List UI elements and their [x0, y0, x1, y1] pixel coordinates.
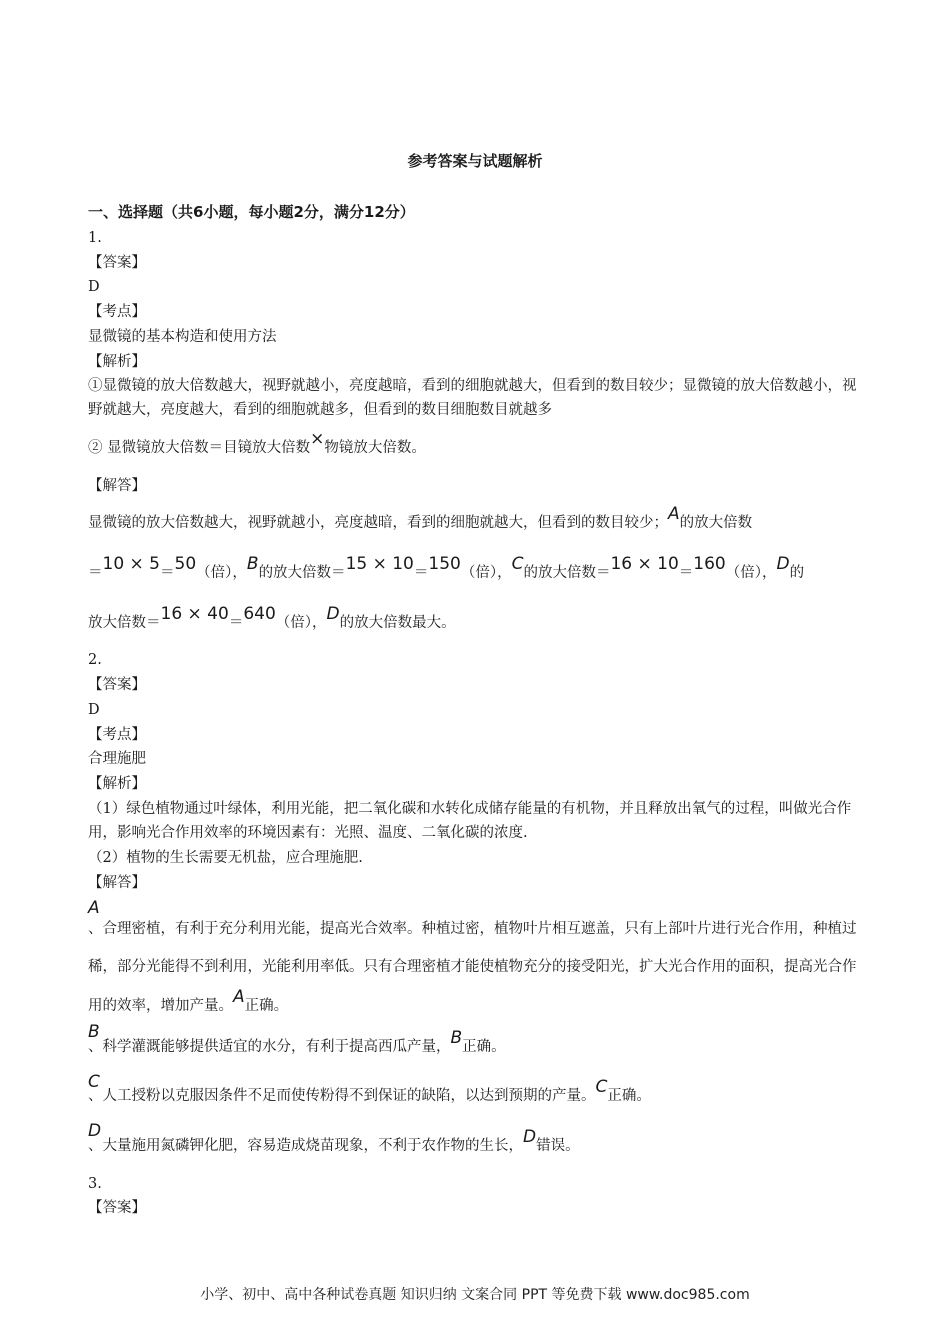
times-sign: ×	[310, 429, 325, 449]
q2-option-a-text	[88, 910, 860, 1025]
page-footer: 小学、初中、高中各种试卷真题 知识归纳 文案合同 PPT 等免费下载 www.doc985.com	[200, 1287, 750, 1303]
option-b-symbol: B	[246, 554, 259, 574]
option-a-symbol: A	[233, 987, 245, 1007]
unit-bei: （倍）	[196, 565, 233, 581]
option-d-symbol: D	[326, 604, 340, 624]
q2-number: 2.	[88, 652, 102, 668]
q2-answer-label: 【答案】	[88, 677, 146, 693]
q2-analysis-2: （2）植物的生长需要无机盐，应合理施肥.	[88, 850, 363, 866]
q3-answer-label: 【答案】	[88, 1200, 146, 1216]
comma: ，	[312, 615, 327, 631]
comma: ，	[497, 565, 512, 581]
b-text: 的放大倍数＝	[258, 565, 346, 581]
q1-solution-label: 【解答】	[88, 478, 146, 494]
page-title: 参考答案与试题解析	[407, 152, 543, 170]
q1-point: 显微镜的基本构造和使用方法	[88, 329, 277, 345]
unit-bei: （倍）	[460, 565, 498, 581]
option-d-symbol: D	[523, 1127, 537, 1147]
option-c-symbol: C	[511, 554, 524, 574]
option-a-text: 、合理密植，有利于充分利用光能，提高光合效率。种植过密，植物叶片相互遮盖，只有上部叶片进行光合作用，种植过稀，部分光能得不到利用，光能利用率低。只有合理密植才能使植物充分的接受阳光，扩大光合作用的面积，提高光合作用的效率，增加产量。	[88, 921, 857, 1014]
q1-solution-line-3	[88, 604, 456, 633]
q2-analysis-1: （1）绿色植物通过叶绿体，利用光能，把二氧化碳和水转化成储存能量的有机物，并且释放出氧气的过程，叫做光合作用，影响光合作用效率的环境因素有：光照、温度、二氧化碳的浓度.	[88, 801, 852, 841]
option-b-symbol: B	[88, 1022, 100, 1042]
q2-solution-label: 【解答】	[88, 875, 146, 891]
q1-analysis-2-a: ② 显微镜放大倍数＝目镜放大倍数	[88, 440, 311, 456]
option-d-end: 错误。	[536, 1138, 580, 1154]
unit-bei: （倍）	[275, 615, 313, 631]
q1-solution-line-2	[88, 554, 805, 583]
q2-answer: D	[88, 702, 100, 718]
a-expression: 10 × 5	[102, 554, 160, 574]
q1-number: 1.	[88, 230, 102, 246]
q2-point-label: 【考点】	[88, 727, 146, 743]
q1-answer: D	[88, 279, 100, 295]
d-text-2: 放大倍数＝	[88, 615, 161, 631]
option-d-symbol: D	[88, 1121, 102, 1141]
equals-sign: ＝	[160, 565, 175, 581]
q2-option-b-text	[88, 1028, 506, 1057]
d-value: 640	[243, 604, 276, 624]
b-expression: 15 × 10	[345, 554, 414, 574]
q1-point-label: 【考点】	[88, 304, 146, 320]
q1-sol-text-2: 的放大倍数	[679, 515, 753, 531]
a-value: 50	[174, 554, 197, 574]
c-text: 的放大倍数＝	[523, 565, 611, 581]
equals-sign: ＝	[228, 615, 244, 631]
q2-analysis-label: 【解析】	[88, 776, 146, 792]
q1-analysis-2-b: 物镜放大倍数。	[324, 440, 426, 456]
option-c-text: 、人工授粉以克服因条件不足而使传粉得不到保证的缺陷，以达到预期的产量。	[88, 1088, 596, 1104]
option-d-symbol: D	[776, 554, 790, 574]
d-expression: 16 × 40	[160, 604, 229, 624]
option-a-end: 正确。	[244, 998, 289, 1014]
q1-solution-line-1	[88, 504, 753, 533]
comma: ，	[762, 565, 777, 581]
unit-bei: （倍）	[725, 565, 762, 581]
equals-sign: ＝	[413, 565, 429, 581]
option-c-symbol: C	[595, 1077, 608, 1097]
comma: ，	[232, 565, 247, 581]
option-c-symbol: C	[88, 1072, 100, 1092]
c-value: 160	[693, 554, 726, 574]
option-b-end: 正确。	[462, 1039, 506, 1055]
q1-sol-text-1: 显微镜的放大倍数越大，视野就越小，亮度越暗，看到的细胞就越大，但看到的数目较少；	[88, 515, 668, 531]
equals-sign: ＝	[88, 565, 103, 581]
q3-number: 3.	[88, 1176, 102, 1192]
option-d-text: 、大量施用氮磷钾化肥，容易造成烧苗现象，不利于农作物的生长，	[88, 1138, 523, 1154]
q2-option-c-text	[88, 1077, 651, 1106]
equals-sign: ＝	[678, 565, 694, 581]
section-heading: 一、选择题（共6小题，每小题2分，满分12分）	[88, 203, 415, 221]
end-text: 的放大倍数最大。	[339, 615, 456, 631]
d-text-1: 的	[789, 565, 805, 581]
option-a-symbol: A	[668, 504, 680, 524]
q2-point: 合理施肥	[88, 751, 146, 767]
q1-analysis-2	[88, 429, 426, 458]
q1-analysis-label: 【解析】	[88, 354, 146, 370]
option-a-symbol: A	[88, 898, 100, 918]
q2-option-d-text	[88, 1127, 580, 1156]
q1-answer-label: 【答案】	[88, 255, 146, 271]
option-b-text: 、科学灌溉能够提供适宜的水分，有利于提高西瓜产量，	[88, 1039, 451, 1055]
option-c-end: 正确。	[607, 1088, 651, 1104]
c-expression: 16 × 10	[610, 554, 679, 574]
b-value: 150	[428, 554, 461, 574]
q1-analysis-1: ①显微镜的放大倍数越大，视野就越小，亮度越暗，看到的细胞就越大，但看到的数目较少；显微镜的放大倍数越小，视野就越大，亮度越大，看到的细胞就越多，但看到的数目细胞数目就越多	[88, 378, 857, 418]
option-b-symbol: B	[450, 1028, 463, 1048]
